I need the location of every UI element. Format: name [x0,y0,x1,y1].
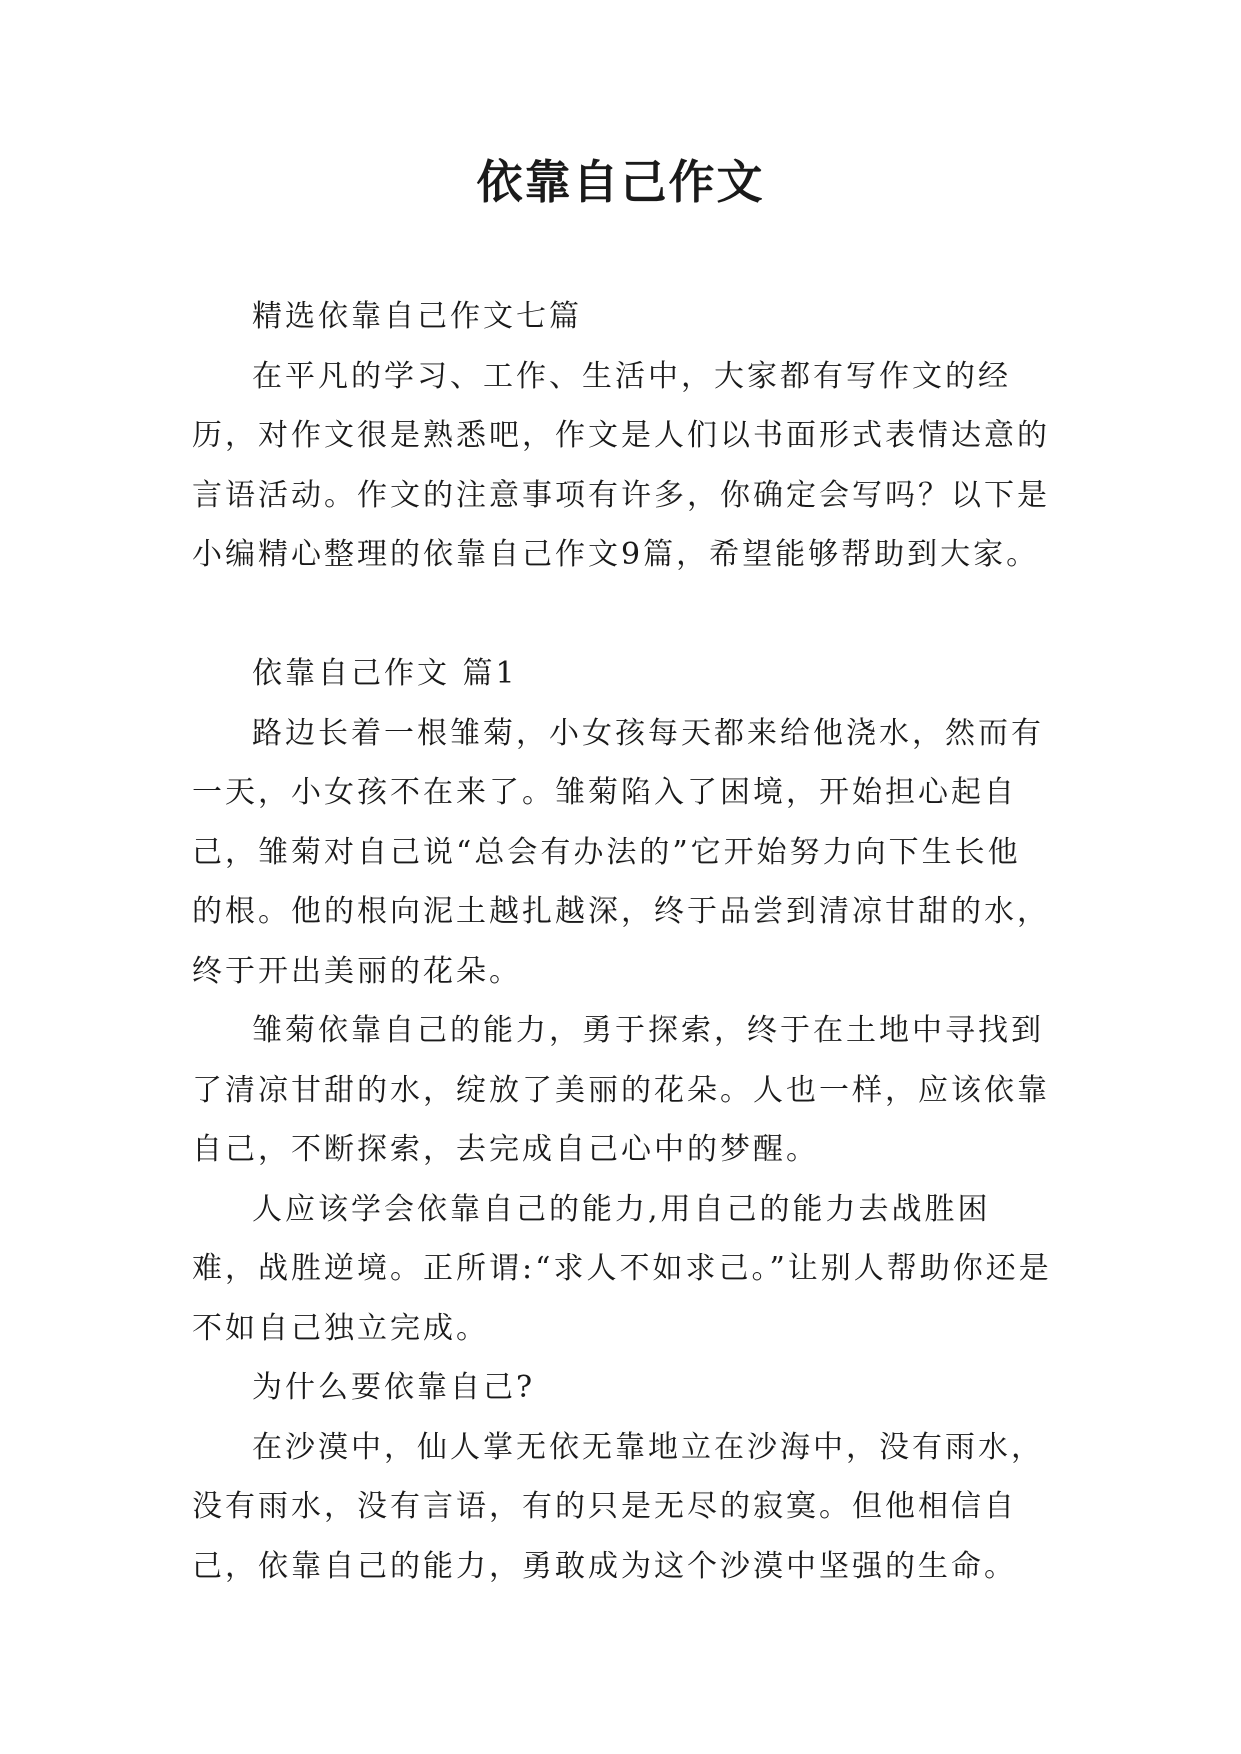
body-paragraph: 在沙漠中，仙人掌无依无靠地立在沙海中，没有雨水，没有雨水，没有言语，有的只是无尽的寂寞。但他相信自己，依靠自己的能力，勇敢成为这个沙漠中坚强的生命。 [192,1429,1044,1584]
document-title: 依靠自己作文 [476,155,765,209]
body-paragraph: 雏菊依靠自己的能力，勇于探索，终于在土地中寻找到了清凉甘甜的水，绽放了美丽的花朵。人也一样，应该依靠自己，不断探索，去完成自己心中的梦醒。 [192,1013,1050,1167]
body-paragraph: 为什么要依靠自己? [252,1370,536,1405]
document-subtitle: 精选依靠自己作文七篇 [252,299,582,334]
section-heading: 依靠自己作文 篇1 [252,656,518,691]
document-body [192,287,1052,1596]
section-spacer [192,585,1052,645]
body-paragraph: 人应该学会依靠自己的能力,用自己的能力去战胜困难，战胜逆境。正所谓:“求人不如求己。”让别人帮助你还是不如自己独立完成。 [192,1191,1052,1346]
intro-paragraph: 在平凡的学习、工作、生活中，大家都有写作文的经历，对作文很是熟悉吧，作文是人们以书面形式表情达意的言语活动。作文的注意事项有许多，你确定会写吗？以下是小编精心整理的依靠自己作文9篇，希望能够帮助到大家。 [192,358,1050,572]
body-paragraph: 路边长着一根雏菊，小女孩每天都来给他浇水，然而有一天，小女孩不在来了。雏菊陷入了困境，开始担心起自己，雏菊对自己说“总会有办法的”它开始努力向下生长他的根。他的根向泥土越扎越深，终于品尝到清凉甘甜的水，终于开出美丽的花朵。 [192,715,1050,989]
